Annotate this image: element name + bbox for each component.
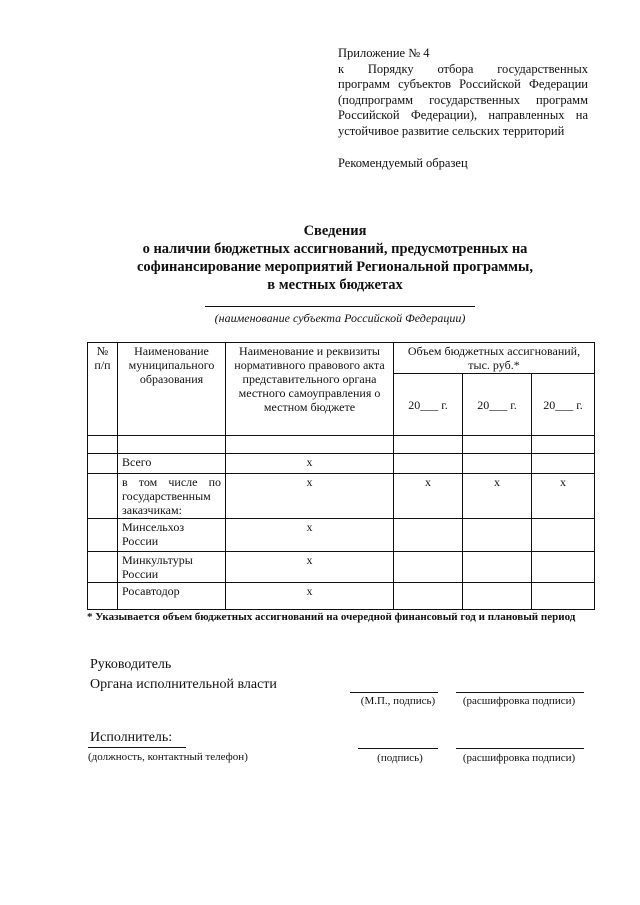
appendix-line: Российской Федерации), направленных на bbox=[338, 108, 588, 122]
executor-position-caption: (должность, контактный телефон) bbox=[88, 751, 248, 763]
header-municipality: Наименование муниципального образования bbox=[118, 343, 226, 436]
cell-year bbox=[463, 436, 532, 454]
head-title-line1: Руководитель bbox=[90, 657, 172, 672]
cell-year bbox=[394, 519, 463, 552]
heading-line: в местных бюджетах bbox=[267, 277, 403, 293]
heading-line: софинансирование мероприятий Региональной программы, bbox=[136, 259, 533, 275]
head-title-line2: Органа исполнительной власти bbox=[90, 677, 277, 692]
table-row bbox=[88, 474, 595, 519]
header-volume: Объем бюджетных ассигнований, тыс. руб.* bbox=[394, 343, 595, 374]
heading-line: о наличии бюджетных ассигнований, предусмотренных на bbox=[142, 241, 528, 257]
cell-year: x bbox=[394, 474, 463, 519]
cell-name: Всего bbox=[118, 454, 226, 474]
table-row bbox=[88, 583, 595, 610]
budget-table bbox=[87, 342, 595, 610]
heading-line: Сведения bbox=[303, 223, 367, 239]
table-row bbox=[88, 436, 595, 454]
cell-act: x bbox=[226, 454, 394, 474]
cell-year bbox=[532, 519, 595, 552]
cell-year bbox=[394, 436, 463, 454]
cell-act: x bbox=[226, 474, 394, 519]
header-num: № п/п bbox=[88, 343, 118, 436]
appendix-title: Приложение № 4 bbox=[338, 46, 430, 60]
cell-num bbox=[88, 519, 118, 552]
cell-num bbox=[88, 583, 118, 610]
cell-year bbox=[532, 454, 595, 474]
sample-label: Рекомендуемый образец bbox=[338, 156, 468, 170]
head-signature-line bbox=[350, 692, 438, 693]
cell-year: x bbox=[532, 474, 595, 519]
cell-name bbox=[118, 474, 226, 519]
subject-name-caption: (наименование субъекта Российской Федерации) bbox=[214, 311, 466, 325]
cell-num bbox=[88, 454, 118, 474]
cell-name bbox=[118, 436, 226, 454]
header-year: 20___ г. bbox=[394, 374, 463, 436]
appendix-block bbox=[338, 46, 588, 139]
head-decode-line bbox=[456, 692, 584, 693]
cell-year: x bbox=[463, 474, 532, 519]
cell-num bbox=[88, 552, 118, 583]
cell-name: Минсельхоз России bbox=[118, 519, 226, 552]
cell-year bbox=[532, 436, 595, 454]
table-header-row bbox=[88, 343, 595, 374]
cell-year bbox=[532, 552, 595, 583]
table-row bbox=[88, 519, 595, 552]
executor-signature-line bbox=[358, 748, 438, 749]
cell-name-text: в том числе по государственным заказчикам: bbox=[122, 475, 221, 517]
head-signature-caption: (М.П., подпись) bbox=[360, 695, 436, 707]
executor-decode-caption: (расшифровка подписи) bbox=[462, 752, 576, 764]
table-row bbox=[88, 552, 595, 583]
cell-name: Минкультуры России bbox=[118, 552, 226, 583]
cell-year bbox=[463, 583, 532, 610]
table-row bbox=[88, 454, 595, 474]
cell-act: x bbox=[226, 552, 394, 583]
cell-year bbox=[394, 454, 463, 474]
executor-title: Исполнитель: bbox=[90, 730, 173, 745]
cell-year bbox=[394, 583, 463, 610]
table-footnote: * Указывается объем бюджетных ассигнований на очередной финансовый год и плановый период bbox=[87, 611, 576, 623]
header-year: 20___ г. bbox=[532, 374, 595, 436]
executor-signature-caption: (подпись) bbox=[377, 752, 423, 764]
head-decode-caption: (расшифровка подписи) bbox=[462, 695, 576, 707]
cell-act: x bbox=[226, 519, 394, 552]
cell-act: x bbox=[226, 583, 394, 610]
cell-num bbox=[88, 436, 118, 454]
executor-decode-line bbox=[456, 748, 584, 749]
appendix-line: к Порядку отбора государственных bbox=[338, 61, 588, 76]
cell-year bbox=[463, 519, 532, 552]
cell-num bbox=[88, 474, 118, 519]
cell-act bbox=[226, 436, 394, 454]
cell-year bbox=[532, 583, 595, 610]
cell-year bbox=[463, 552, 532, 583]
header-year: 20___ г. bbox=[463, 374, 532, 436]
appendix-line: устойчивое развитие сельских территорий bbox=[338, 123, 565, 138]
subject-name-line bbox=[205, 306, 475, 307]
executor-position-line bbox=[88, 747, 186, 748]
cell-year bbox=[394, 552, 463, 583]
appendix-line: (подпрограмм государственных программ bbox=[338, 92, 588, 107]
cell-name: Росавтодор bbox=[118, 583, 226, 610]
document-heading bbox=[90, 222, 580, 294]
appendix-line: программ субъектов Российской Федерации bbox=[338, 77, 588, 91]
header-act: Наименование и реквизиты нормативного правового акта представительного органа местного самоуправления о местном бюджете bbox=[226, 343, 394, 436]
cell-year bbox=[463, 454, 532, 474]
